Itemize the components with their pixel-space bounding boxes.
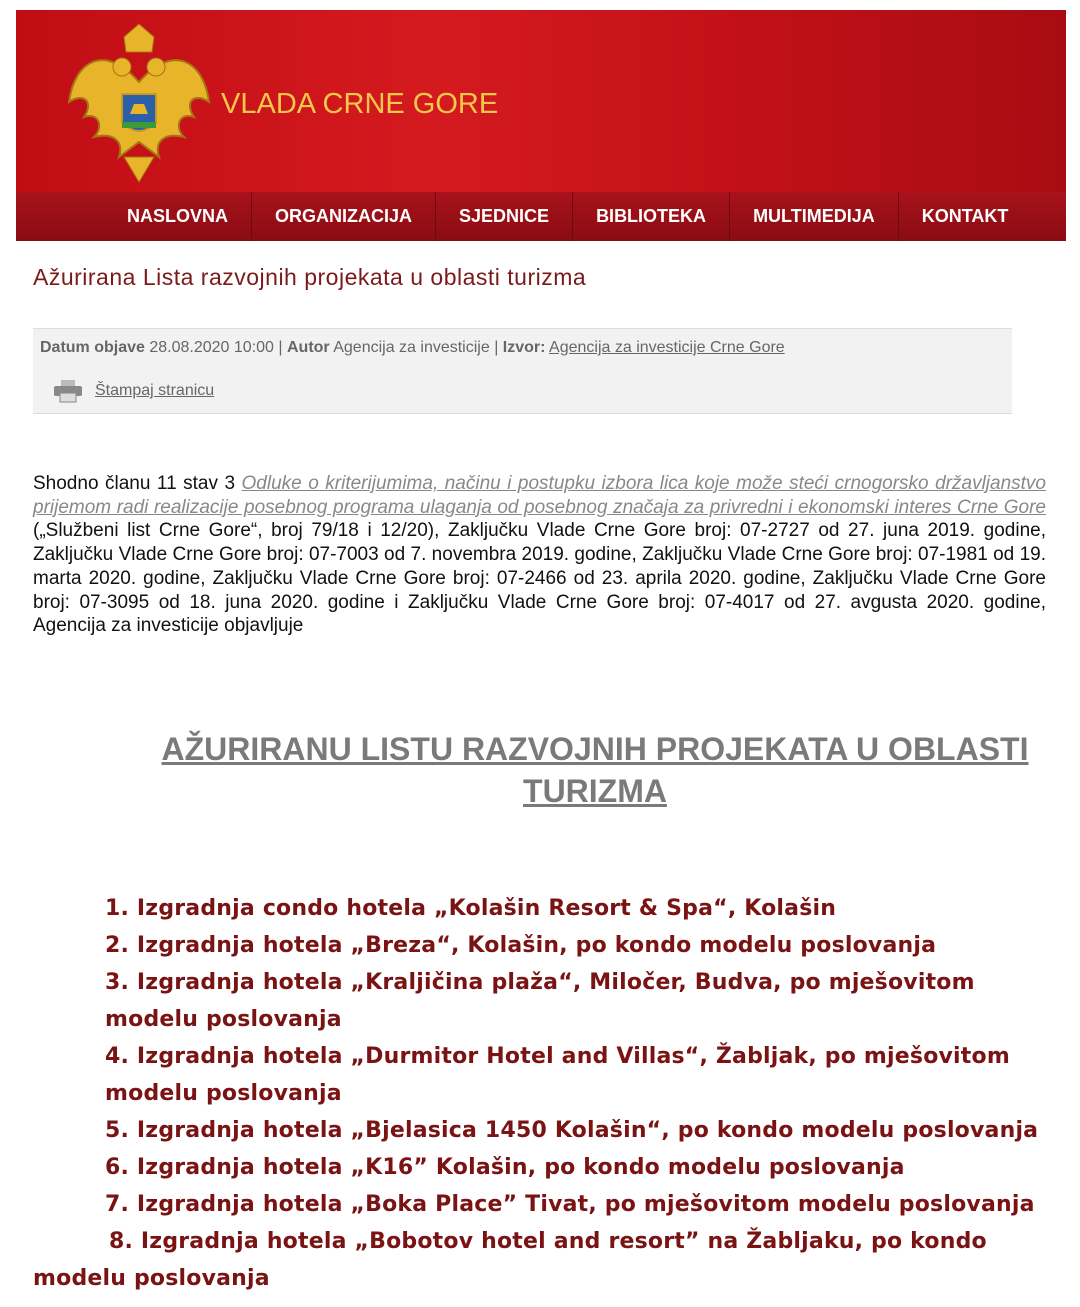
list-item: 8. Izgradnja hotela „Bobotov hotel and resort” na Žabljaku, po kondo modelu poslovanja (33, 1229, 987, 1291)
nav-multimedija[interactable]: MULTIMEDIJA (730, 192, 899, 241)
list-item: 1. Izgradnja condo hotela „Kolašin Resort & Spa“, Kolašin (105, 896, 837, 921)
nav-biblioteka[interactable]: BIBLIOTEKA (573, 192, 730, 241)
main-nav (16, 192, 1066, 241)
list-item: 7. Izgradnja hotela „Boka Place” Tivat, po mješovitom modelu poslovanja (105, 1192, 1035, 1217)
page-title: Ažurirana Lista razvojnih projekata u oblasti turizma (33, 264, 587, 290)
source-label: Izvor: (502, 339, 546, 356)
nav-naslovna[interactable]: NASLOVNA (104, 192, 252, 241)
list-item: 6. Izgradnja hotela „K16” Kolašin, po kondo modelu poslovanja (105, 1155, 905, 1180)
meta-line (40, 339, 785, 357)
date-label: Datum objave (40, 339, 145, 356)
author-label: Autor (287, 339, 330, 356)
decision-link[interactable]: Odluke o kriterijumima, načinu i postupku izbora lica koje može steći crnogorsko državljanstvo prijemom radi realizacije posebnog programa ulaganja od posebnog značaja za privredni i ekonomski interes Crne Gore (33, 473, 1046, 518)
print-page-link[interactable]: Štampaj stranicu (95, 382, 215, 399)
nav-organizacija[interactable]: ORGANIZACIJA (252, 192, 436, 241)
list-heading: AŽURIRANU LISTU RAZVOJNIH PROJEKATA U OBLASTI TURIZMA (161, 731, 1029, 809)
article-meta (33, 328, 1012, 414)
nav-spacer (16, 192, 104, 241)
list-item: 3. Izgradnja hotela „Kraljičina plaža“, Miločer, Budva, po mješovitom modelu poslovanja (105, 970, 975, 1032)
intro-paragraph (33, 472, 1046, 638)
date-value: 28.08.2020 10:00 | (149, 339, 283, 356)
list-item: 5. Izgradnja hotela „Bjelasica 1450 Kolašin“, po kondo modelu poslovanja (105, 1118, 1039, 1143)
print-row (53, 379, 214, 403)
intro-start: Shodno članu 11 stav 3 (33, 473, 242, 494)
author-value: Agencija za investicije | (333, 339, 499, 356)
source-link[interactable]: Agencija za investicije Crne Gore (549, 339, 785, 356)
site-header (16, 10, 1066, 192)
printer-icon[interactable] (53, 379, 83, 403)
project-list (33, 890, 1043, 1297)
site-title[interactable]: VLADA CRNE GORE (221, 88, 499, 120)
coat-of-arms-logo[interactable] (64, 22, 214, 187)
nav-sjednice[interactable]: SJEDNICE (436, 192, 573, 241)
nav-kontakt[interactable]: KONTAKT (921, 206, 1009, 226)
intro-rest: („Službeni list Crne Gore“, broj 79/18 i 12/20), Zaključku Vlade Crne Gore broj: 07-2727 od 27. juna 2019. godine, Zaključku Vlade Crne Gore broj: 07-7003 od 7. novembra 2019. godine, Zaključku Vlade Crne Gore broj: 07-1981 od 19. marta 2020. godine, Zaključku Vlade Crne Gore broj: 07-2466 od 23. aprila 2020. godine, Zaključku Vlade Crne Gore broj: 07-3095 od 18. juna 2020. godine i Zaključku Vlade Crne Gore broj: 07-4017 od 27. avgusta 2020. godine, Agencija za investicije objavljuje (33, 520, 1046, 637)
list-item: 4. Izgradnja hotela „Durmitor Hotel and Villas“, Žabljak, po mješovitom modelu poslovanja (105, 1044, 1010, 1106)
list-item: 2. Izgradnja hotela „Breza“, Kolašin, po kondo modelu poslovanja (105, 933, 937, 958)
